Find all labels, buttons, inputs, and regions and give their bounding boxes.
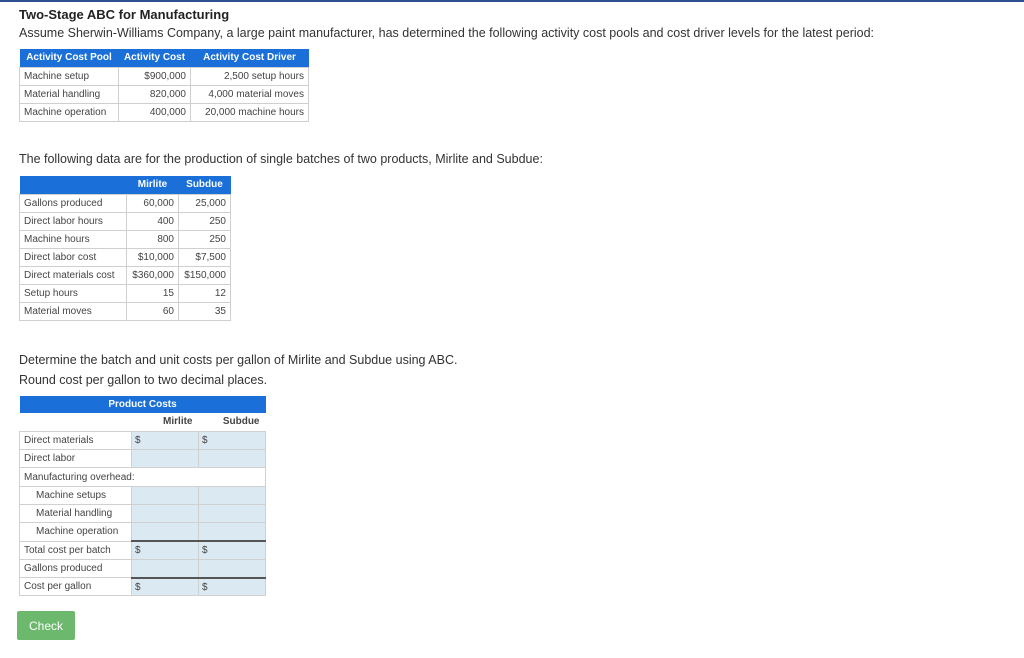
table-row	[20, 431, 266, 449]
product-cell: 250	[179, 230, 231, 248]
top-border	[0, 0, 1024, 2]
row-label-gallons: Gallons produced	[20, 559, 132, 577]
row-label-machine-setups: Machine setups	[20, 486, 132, 504]
product-cell: Gallons produced	[20, 194, 127, 212]
product-cell: $150,000	[179, 266, 231, 284]
activity-cell: 400,000	[119, 103, 191, 121]
table-row	[20, 103, 309, 121]
row-label-material-handling: Material handling	[20, 504, 132, 522]
product-cell: 250	[179, 212, 231, 230]
input-subdue-gallons[interactable]	[199, 559, 266, 577]
activity-header-cost: Activity Cost	[119, 49, 191, 67]
activity-cell: Machine setup	[20, 67, 119, 85]
col-header-mirlite: Mirlite	[163, 416, 193, 428]
input-mirlite-direct-materials[interactable]	[132, 431, 199, 449]
following-text: The following data are for the production of single batches of two products, Mirlite and Subdue:	[19, 152, 543, 166]
activity-cell: Machine operation	[20, 103, 119, 121]
intro-text: Assume Sherwin-Williams Company, a large paint manufacturer, has determined the following activity cost pools and cost driver levels for the latest period:	[19, 26, 875, 40]
row-label-direct-materials: Direct materials	[20, 431, 132, 449]
check-button[interactable]: Check	[17, 611, 75, 640]
dollar-sign: $	[135, 434, 141, 446]
input-subdue-total-cost[interactable]	[199, 541, 266, 559]
product-cell: 12	[179, 284, 231, 302]
product-cell: Direct materials cost	[20, 266, 127, 284]
table-row	[20, 504, 266, 522]
input-subdue-direct-labor[interactable]	[199, 450, 266, 468]
dollar-sign: $	[135, 581, 141, 593]
product-cell: Setup hours	[20, 284, 127, 302]
product-cell: $7,500	[179, 248, 231, 266]
instruction-1: Determine the batch and unit costs per gallon of Mirlite and Subdue using ABC.	[19, 353, 458, 367]
product-cell: Direct labor cost	[20, 248, 127, 266]
instruction-2: Round cost per gallon to two decimal places.	[19, 373, 268, 387]
product-cell: 400	[127, 212, 179, 230]
input-mirlite-material-handling[interactable]	[132, 504, 199, 522]
row-label-machine-operation: Machine operation	[20, 523, 132, 541]
table-row	[20, 302, 231, 320]
product-cell: 25,000	[179, 194, 231, 212]
table-row	[20, 450, 266, 468]
activity-cell: $900,000	[119, 67, 191, 85]
product-cell: 60,000	[127, 194, 179, 212]
row-label-direct-labor: Direct labor	[20, 450, 132, 468]
product-data-table	[19, 176, 231, 321]
product-cell: $10,000	[127, 248, 179, 266]
row-label-overhead: Manufacturing overhead:	[20, 468, 266, 486]
table-row	[20, 486, 266, 504]
table-row	[20, 266, 231, 284]
input-subdue-machine-setups[interactable]	[199, 486, 266, 504]
table-row	[20, 85, 309, 103]
row-label-total-cost: Total cost per batch	[20, 541, 132, 559]
activity-header-pool: Activity Cost Pool	[20, 49, 119, 67]
table-row	[20, 230, 231, 248]
product-costs-table	[19, 396, 266, 596]
product-costs-header: Product Costs	[20, 396, 266, 413]
product-cell: 15	[127, 284, 179, 302]
table-row	[20, 284, 231, 302]
dollar-sign: $	[202, 581, 208, 593]
input-subdue-machine-operation[interactable]	[199, 523, 266, 541]
input-mirlite-machine-operation[interactable]	[132, 523, 199, 541]
product-header-mirlite: Mirlite	[127, 176, 179, 194]
table-row	[20, 468, 266, 486]
table-row	[20, 523, 266, 541]
input-subdue-direct-materials[interactable]	[199, 431, 266, 449]
table-row	[20, 541, 266, 559]
product-cell: 60	[127, 302, 179, 320]
product-header-subdue: Subdue	[179, 176, 231, 194]
table-row	[20, 578, 266, 596]
table-row	[20, 212, 231, 230]
product-cell: Machine hours	[20, 230, 127, 248]
activity-cell: 4,000 material moves	[191, 85, 309, 103]
activity-cell: 2,500 setup hours	[191, 67, 309, 85]
table-row	[20, 559, 266, 577]
product-cell: $360,000	[127, 266, 179, 284]
header-spacer	[20, 413, 132, 431]
input-mirlite-total-cost[interactable]	[132, 541, 199, 559]
activity-cell: 20,000 machine hours	[191, 103, 309, 121]
product-cell: Direct labor hours	[20, 212, 127, 230]
input-mirlite-direct-labor[interactable]	[132, 450, 199, 468]
row-label-cost-per-gallon: Cost per gallon	[20, 578, 132, 596]
product-cell: Material moves	[20, 302, 127, 320]
activity-header-driver: Activity Cost Driver	[191, 49, 309, 67]
product-header-blank	[20, 176, 127, 194]
input-subdue-material-handling[interactable]	[199, 504, 266, 522]
activity-cell: Material handling	[20, 85, 119, 103]
product-cell: 35	[179, 302, 231, 320]
col-header-subdue: Subdue	[222, 416, 260, 428]
input-subdue-cost-per-gallon[interactable]	[199, 578, 266, 596]
input-mirlite-machine-setups[interactable]	[132, 486, 199, 504]
dollar-sign: $	[202, 544, 208, 556]
table-row	[20, 248, 231, 266]
activity-cell: 820,000	[119, 85, 191, 103]
product-cell: 800	[127, 230, 179, 248]
activity-table	[19, 49, 309, 122]
page-title: Two-Stage ABC for Manufacturing	[19, 7, 230, 22]
input-mirlite-cost-per-gallon[interactable]	[132, 578, 199, 596]
dollar-sign: $	[202, 434, 208, 446]
dollar-sign: $	[135, 544, 141, 556]
input-mirlite-gallons[interactable]	[132, 559, 199, 577]
table-row	[20, 67, 309, 85]
table-row	[20, 194, 231, 212]
